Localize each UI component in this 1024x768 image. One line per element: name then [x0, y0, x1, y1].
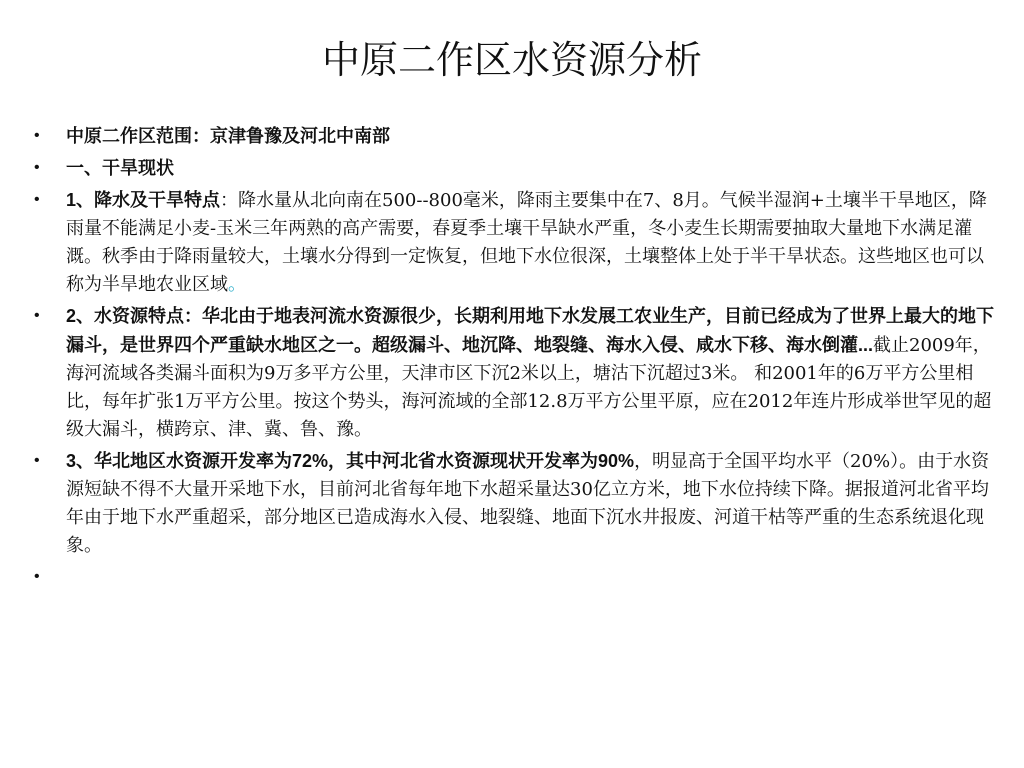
bullet-dot: • — [34, 191, 40, 208]
bullet-item — [34, 154, 998, 183]
bullet-dot: • — [34, 452, 40, 469]
bullet-dot: • — [34, 159, 40, 176]
bullet-item — [34, 186, 998, 299]
bullet-item — [34, 302, 998, 444]
bullet-text: ，明显高于全国平均水平（20%）。由于水资源短缺不得不大量开采地下水，目前河北省每年地下水超采量达30亿立方米，地下水位持续下降。据报道河北省平均年由于地下水严重超采，部分地区已造成海水入侵、地裂缝、地面下沉水井报废、河道干枯等严重的生态系统退化现象。 — [66, 451, 990, 556]
bullet-bold-text: 1、降水及干旱特点 — [66, 190, 221, 210]
bullet-text: ：降水量从北向南在500--800毫米，降雨主要集中在7、8月。气候半湿润+土壤半干旱地区，降雨量不能满足小麦-玉米三年两熟的高产需要，春夏季土壤干旱缺水严重，冬小麦生长期需要抽取大量地下水满足灌溉。秋季由于降雨量较大，土壤水分得到一定恢复，但地下水位很深，土壤整体上处于半干旱状态。这些地区也可以称为半旱地农业区域 — [66, 190, 987, 295]
bullet-text: 截止2009年，海河流域各类漏斗面积为9万多平方公里，天津市区下沉2米以上，塘沽下沉超过3米。 和2001年的6万平方公里相比，每年扩张1万平方公里。按这个势头，海河流域的全部12.8万平方公里平原，应在2012年连片形成举世罕见的超级大漏斗，横跨京、津、冀、鲁、豫。 — [66, 335, 992, 440]
bullet-item — [34, 122, 998, 151]
bullet-dot: • — [34, 307, 40, 324]
bullet-list — [34, 122, 998, 585]
bullet-bold-text: 中原二作区范围：京津鲁豫及河北中南部 — [66, 126, 390, 146]
bullet-end-mark: 。 — [228, 274, 246, 295]
slide-title: 中原二作区水资源分析 — [321, 38, 702, 82]
bullet-bold-text: 3、华北地区水资源开发率为72%，其中河北省水资源现状开发率为90% — [66, 451, 635, 471]
bullet-bold-text: 2、水资源特点：华北由于地表河流水资源很少，长期利用地下水发展工农业生产，目前已经成为了世界上最大的地下漏斗，是世界四个严重缺水地区之一。超级漏斗、地沉降、地裂缝、海水入侵、咸水下移、海水倒灌... — [66, 306, 995, 355]
bullet-item — [34, 447, 998, 560]
bullet-dot: • — [34, 568, 40, 585]
bullet-bold-text: 一、干旱现状 — [66, 158, 174, 178]
bullet-dot: • — [34, 127, 40, 144]
